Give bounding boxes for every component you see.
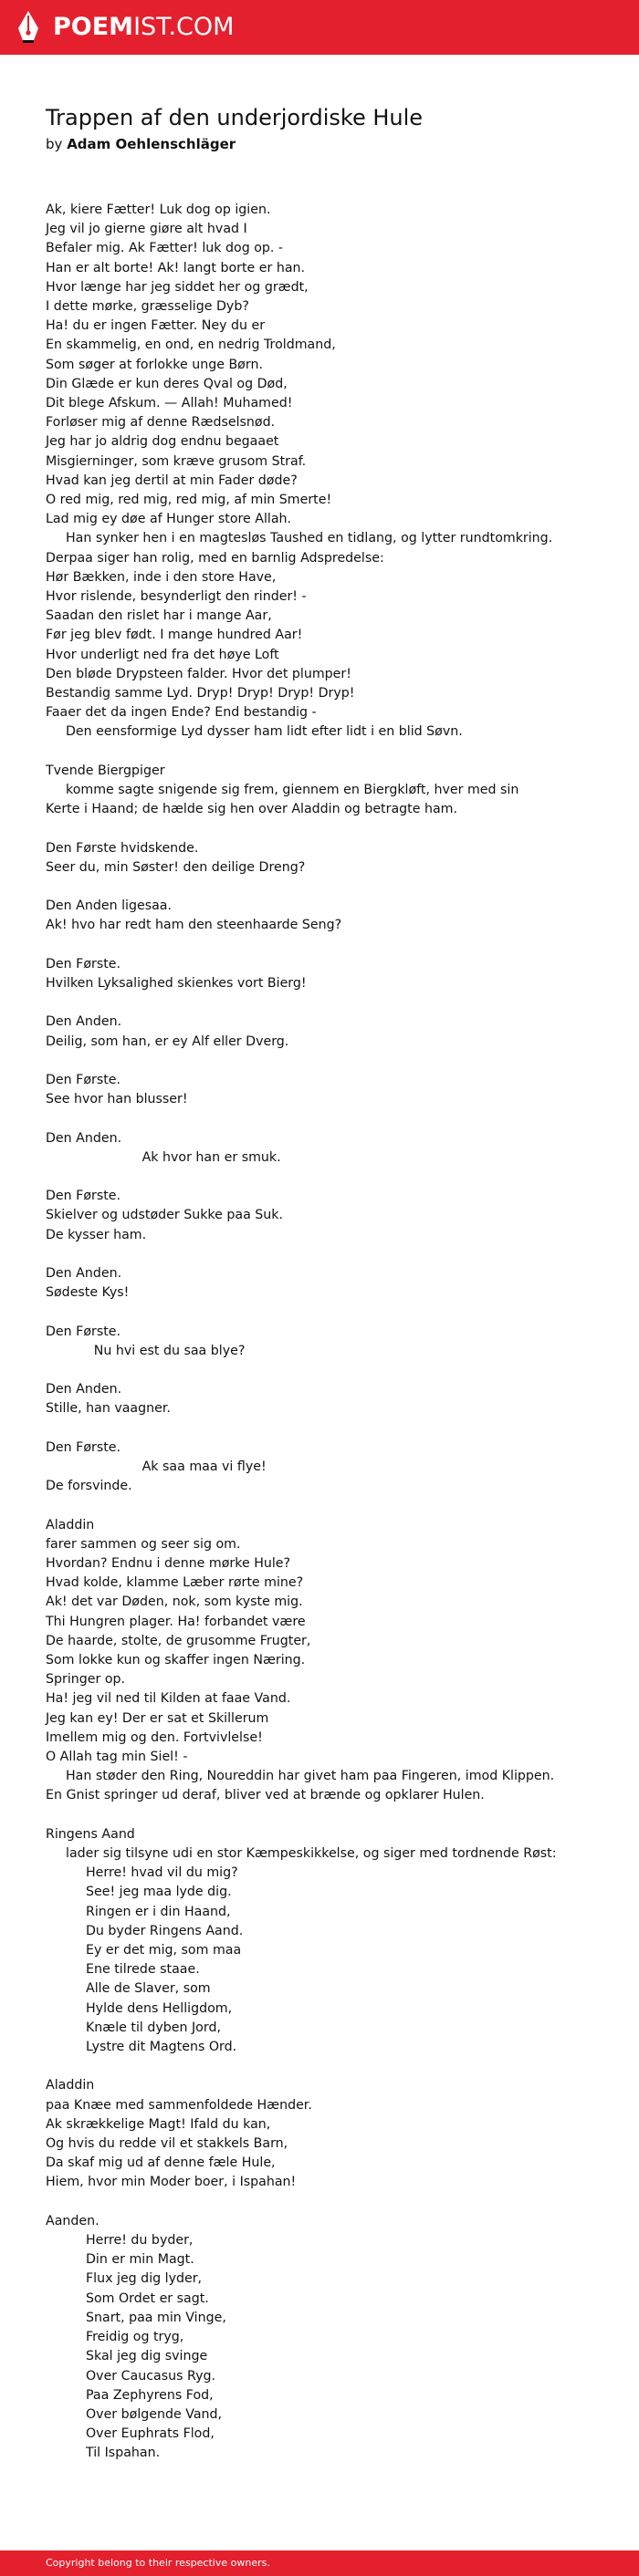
poem-line: Da skaf mig ud af denne fæle Hule, [46, 2155, 276, 2171]
poem-line: Og hvis du redde vil et stakkels Barn, [46, 2136, 288, 2152]
stanza-break [46, 936, 557, 955]
stanza-break [46, 878, 557, 897]
stanza-break [46, 2193, 557, 2212]
poem-line: Hvor længe har jeg siddet her og grædt, [46, 279, 309, 295]
poem-line: Hvad kolde, klamme Læber rørte mine? [46, 1575, 304, 1591]
stanza-break [46, 1361, 557, 1380]
poem-line: Den eensformige Lyd dysser ham lidt efter lidt i en blid Søvn. [66, 724, 463, 740]
poem-line: Som søger at forlokke unge Børn. [46, 357, 263, 372]
poem-line: De kysser ham. [46, 1227, 147, 1242]
poem-line: Tvende Biergpiger [46, 763, 165, 778]
poem-line: Den Anden. [46, 1382, 122, 1397]
poem-line: Den bløde Drypsteen falder. Hvor det plumper! [46, 666, 351, 681]
poem-line: Ak hvor han er smuk. [141, 1149, 281, 1165]
poem-line: Den Anden. [46, 1014, 122, 1030]
poem-line: lader sig tilsyne udi en stor Kæmpeskikkelse, og siger med tordnende Røst: [66, 1846, 557, 1862]
poem-line: O Allah tag min Siel! - [46, 1750, 188, 1765]
poem-line: Den Anden. [46, 1266, 122, 1282]
logo-strong: POEM [53, 13, 134, 41]
poem-line: Ak saa maa vi flye! [141, 1459, 267, 1475]
poem-line: Over Euphrats Flod, [86, 2426, 215, 2442]
poem-line: Ak, kiere Fætter! Luk dog op igien. [46, 203, 271, 217]
poem-line: Saadan den rislet har i mange Aar, [46, 608, 272, 624]
stanza-break [46, 1109, 557, 1128]
poem-line: Aladdin [46, 1517, 95, 1532]
poem-line: Forløser mig af denne Rædselsnød. [46, 415, 276, 431]
poem-line: Den Første hvidskende. [46, 840, 199, 856]
poem-line: De forsvinde. [46, 1479, 132, 1494]
poem-line: Ha! jeg vil ned til Kilden at faae Vand. [46, 1691, 291, 1707]
poem-title: Trappen af den underjordiske Hule [46, 105, 424, 130]
poem-line: Den Anden ligesaa. [46, 898, 172, 914]
poem-line: Knæle til dyben Jord, [86, 2020, 221, 2035]
poem-line: Bestandig samme Lyd. Dryp! Dryp! Dryp! Dryp! [46, 686, 355, 701]
poem-line: Skal jeg dig svinge [86, 2349, 208, 2364]
poem-line: Hylde dens Helligdom, [86, 2000, 233, 2016]
poem-line: Du byder Ringens Aand. [86, 1923, 244, 1938]
poem-body [46, 201, 557, 2464]
author-link[interactable]: Adam Oehlenschläger [67, 136, 236, 152]
poem-line: Den Første. [46, 1189, 121, 1204]
poem-line: Aladdin [46, 2078, 95, 2093]
stanza-break [46, 1168, 557, 1187]
fountain-pen-icon [16, 10, 40, 45]
poem-line: Misgierninger, som kræve grusom Straf. [46, 453, 307, 469]
poem-line: Dit blege Afskum. — Allah! Muhamed! [46, 396, 293, 411]
poem-byline [46, 135, 236, 153]
poem-line: Snart, paa min Vinge, [86, 2310, 226, 2325]
poem-line: Han støder den Ring, Noureddin har givet ham paa Fingeren, imod Klippen. En Gnist springer ud deraf, bliver ved at brænde og opklarer Hulen. [46, 1769, 555, 1803]
poem-line: Skielver og udstøder Sukke paa Suk. [46, 1208, 283, 1223]
poem-line: De haarde, stolte, de grusomme Frugter, [46, 1633, 311, 1648]
stanza-break [46, 1496, 557, 1515]
poem-line: Hvad kan jeg dertil at min Fader døde? [46, 473, 298, 488]
byline-prefix: by [46, 136, 63, 152]
stanza-break [46, 1245, 557, 1264]
poem-line: Hiem, hvor min Moder boer, i Ispahan! [46, 2175, 297, 2190]
poem-line: Imellem mig og den. Fortvivlelse! [46, 1729, 263, 1745]
poem-line: Sødeste Kys! [46, 1285, 130, 1301]
stanza-break [46, 2057, 557, 2076]
poem-line: Som lokke kun og skaffer ingen Næring. [46, 1653, 306, 1668]
top-bar [0, 0, 639, 55]
poem-line: Springer op. [46, 1672, 126, 1688]
poem-line: Før jeg blev født. I mange hundred Aar! [46, 628, 303, 643]
poem-line: Den Første. [46, 956, 121, 971]
poem-line: Befaler mig. Ak Fætter! luk dog op. - [46, 241, 284, 256]
poem-line: komme sagte snigende sig frem, giennem en Biergkløft, hver med sin Kerte i Haand; de hælde sig hen over Aladdin og betragte ham. [46, 783, 519, 817]
poem-line: Stille, han vaagner. [46, 1401, 171, 1417]
poem-line: Freidig og tryg, [86, 2330, 184, 2345]
poem-line: Ak! det var Døden, nok, som kyste mig. [46, 1594, 303, 1610]
poem-line: Hvor underligt ned fra det høye Loft [46, 647, 279, 662]
poem-line: Jeg har jo aldrig dog endnu begaaet [46, 434, 279, 450]
poem-line: Over bølgende Vand, [86, 2406, 223, 2422]
poem-line: Den Første. [46, 1324, 121, 1339]
poem-line: Hør Bækken, inde i den store Have, [46, 569, 277, 585]
poem-line: Ringen er i din Haand, [86, 1904, 231, 1919]
poem-line: Ha! du er ingen Fætter. Ney du er [46, 318, 266, 334]
logo-light: IST.COM [133, 13, 235, 41]
poem-line: Flux jeg dig lyder, [86, 2271, 203, 2287]
poem-line: Paa Zephyrens Fod, [86, 2387, 214, 2403]
poem-line: Til Ispahan. [86, 2446, 161, 2461]
poem-line: Thi Hungren plager. Ha! forbandet være [46, 1614, 306, 1629]
poem-line: O red mig, red mig, red mig, af min Smerte! [46, 493, 332, 508]
stanza-break [46, 743, 557, 762]
poem-line: Lystre dit Magtens Ord. [86, 2040, 237, 2055]
poem-line: Han synker hen i en magtesløs Taushed en tidlang, og lytter rundtomkring. Derpaa siger han rolig, med en barnlig Adspredelse: [46, 531, 553, 566]
poem-line: Den Anden. [46, 1130, 122, 1146]
footer-bar [0, 2550, 639, 2576]
poem-line: Aanden. [46, 2213, 100, 2228]
copyright-text: Copyright belong to their respective owners. [46, 2557, 270, 2569]
poem-line: Din er min Magt. [86, 2252, 194, 2268]
poem-line: Ey er det mig, som maa [86, 1943, 242, 1958]
stanza-break [46, 1303, 557, 1322]
stanza-break [46, 1419, 557, 1439]
stanza-break [46, 1052, 557, 1071]
poem-line: Faaer det da ingen Ende? End bestandig - [46, 705, 317, 721]
poem-line: Ringens Aand [46, 1826, 135, 1842]
poem-line: Hvilken Lyksalighed skienkes vort Bierg! [46, 976, 307, 992]
poem-line: Jeg kan ey! Der er sat et Skillerum [46, 1710, 269, 1726]
poem-line: Lad mig ey døe af Hunger store Allah. [46, 512, 292, 527]
poem-line: Alle de Slaver, som [86, 1981, 211, 1997]
stanza-break [46, 819, 557, 838]
poem-line: Deilig, som han, er ey Alf eller Dverg. [46, 1034, 289, 1049]
poem-line: Den Første. [46, 1073, 121, 1088]
poem-line: See hvor han blusser! [46, 1092, 188, 1107]
poem-line: Ene tilrede staae. [86, 1962, 200, 1978]
poem-line: See! jeg maa lyde dig. [86, 1885, 232, 1900]
stanza-break [46, 993, 557, 1013]
poem-line: Som Ordet er sagt. [86, 2290, 209, 2306]
stanza-break [46, 1806, 557, 1825]
poem-line: Hvor rislende, besynderligt den rinder! - [46, 589, 307, 605]
poem-line: En skammelig, en ond, en nedrig Troldmand, [46, 338, 336, 353]
poem-line: Nu hvi est du saa blye? [93, 1343, 246, 1358]
poem-line: Herre! hvad vil du mig? [86, 1865, 238, 1881]
poem-line: Hvordan? Endnu i denne mørke Hule? [46, 1556, 291, 1572]
poem-line: Seer du, min Søster! den deilige Dreng? [46, 859, 306, 875]
poem-line: Jeg vil jo gierne giøre alt hvad I [46, 222, 247, 237]
poem-line: I dette mørke, græsselige Dyb? [46, 299, 249, 315]
poem-line: Ak! hvo har redt ham den steenhaarde Seng? [46, 918, 342, 933]
poem-line: Han er alt borte! Ak! langt borte er han. [46, 260, 306, 275]
poem-line: Ak skrækkelige Magt! Ifald du kan, [46, 2116, 271, 2132]
poem-line: farer sammen og seer sig om. [46, 1536, 241, 1552]
poem-line: Din Glæde er kun deres Qval og Død, [46, 376, 288, 391]
poem-line: Den Første. [46, 1439, 121, 1455]
poem-line: Herre! du byder, [86, 2233, 194, 2249]
site-logo[interactable] [53, 13, 234, 42]
poem-line: paa Knæe med sammenfoldede Hænder. [46, 2097, 312, 2113]
poem-line: Over Caucasus Ryg. [86, 2368, 215, 2384]
